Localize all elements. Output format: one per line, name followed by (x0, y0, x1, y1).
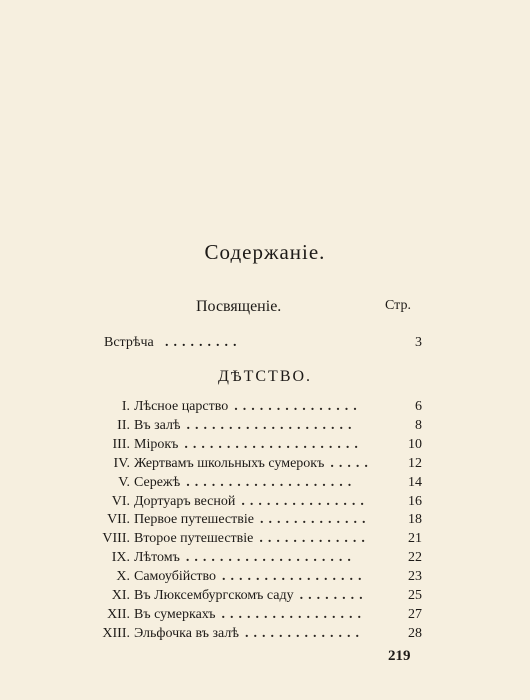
toc-entry-page: 22 (408, 550, 422, 566)
dot-leader: .................... (185, 550, 356, 566)
toc-entry (0, 567, 530, 587)
toc-entry-page: 10 (408, 436, 422, 452)
toc-entry (0, 435, 530, 455)
dot-leader: .................... (186, 474, 357, 490)
toc-entry-number: XIII. (102, 625, 130, 641)
toc-entry-page: 3 (415, 335, 422, 350)
toc-entry (0, 605, 530, 625)
toc-entry-number: VIII. (102, 531, 130, 547)
toc-entry-number: XI. (111, 588, 130, 603)
toc-entry-number: XII. (107, 606, 130, 622)
toc-entry-page: 28 (408, 625, 422, 641)
toc-entry-number: X. (116, 569, 130, 585)
toc-entry-page: 23 (408, 569, 422, 585)
toc-entry-page: 6 (415, 399, 422, 414)
toc-entry-title: Въ Люксембургскомъ саду (134, 588, 294, 603)
toc-entry-page: 25 (408, 588, 422, 603)
page-title: Содержаніе. (204, 240, 326, 264)
toc-entry (0, 586, 530, 606)
toc-entry-page: 12 (408, 455, 422, 471)
dot-leader: ................. (221, 606, 367, 622)
dot-leader: ................. (222, 569, 367, 585)
toc-entry-number: III. (112, 436, 130, 452)
toc-entry-number: I. (121, 399, 130, 414)
dot-leader: ............... (241, 493, 369, 509)
toc-entry (0, 397, 530, 417)
toc-entry-title: Лѣтомъ (134, 550, 180, 566)
dot-leader: ......... (165, 335, 242, 350)
toc-entry (0, 492, 530, 512)
toc-entry-page: 16 (408, 493, 422, 509)
toc-entry-title: Первое путешествіе (134, 512, 254, 528)
dot-leader: ............. (259, 512, 371, 528)
page-number: 219 (388, 648, 411, 664)
toc-entry-title: Самоубійство (134, 569, 217, 585)
toc-entry-title: Сережѣ (134, 474, 181, 490)
toc-entry (0, 529, 530, 549)
toc-entry (0, 548, 530, 568)
toc-entry-page: 18 (408, 512, 422, 528)
toc-entry (0, 473, 530, 493)
toc-entry-number: V. (118, 474, 130, 490)
toc-entry-vstrecha (0, 333, 530, 353)
dot-leader: ..................... (184, 436, 363, 452)
toc-entry-title: Эльфочка въ залѣ (134, 625, 239, 641)
dot-leader: ............... (234, 399, 362, 414)
toc-entry (0, 624, 530, 644)
toc-entry-number: IX. (111, 550, 130, 566)
toc-entry-page: 14 (408, 474, 422, 490)
toc-entry-page: 21 (408, 531, 422, 547)
toc-entry-title: Второе путешествіе (134, 531, 254, 547)
page-column-label: Стр. (385, 298, 411, 313)
toc-entry-title: Лѣсное царство (134, 399, 229, 414)
toc-entry-number: IV. (113, 455, 130, 471)
toc-entry-page: 8 (415, 417, 422, 433)
toc-entry-title: Дортуаръ весной (134, 493, 236, 509)
toc-entry-title: Въ залѣ (134, 417, 181, 433)
section-heading: ДѢТСТВО. (217, 368, 313, 385)
dot-leader: .................... (186, 417, 357, 433)
toc-entry (0, 510, 530, 530)
toc-entry-title: Въ сумеркахъ (134, 606, 216, 622)
toc-entry-title: Жертвамъ школьныхъ сумерокъ (134, 455, 325, 471)
toc-entry (0, 416, 530, 436)
dot-leader: .............. (244, 625, 364, 641)
dedication-heading: Посвященіе. (196, 298, 282, 315)
toc-entry-title: Встрѣча (104, 335, 154, 350)
toc-entry (0, 454, 530, 474)
toc-entry-title: Мірокъ (134, 436, 179, 452)
toc-entry-number: VI. (111, 493, 130, 509)
toc-entry-page: 27 (408, 606, 422, 622)
dot-leader: ..... (330, 455, 373, 471)
dot-leader: ........ (299, 588, 368, 603)
dot-leader: ............. (259, 531, 370, 547)
toc-entry-number: II. (117, 417, 130, 433)
toc-entry-number: VII. (107, 512, 130, 528)
